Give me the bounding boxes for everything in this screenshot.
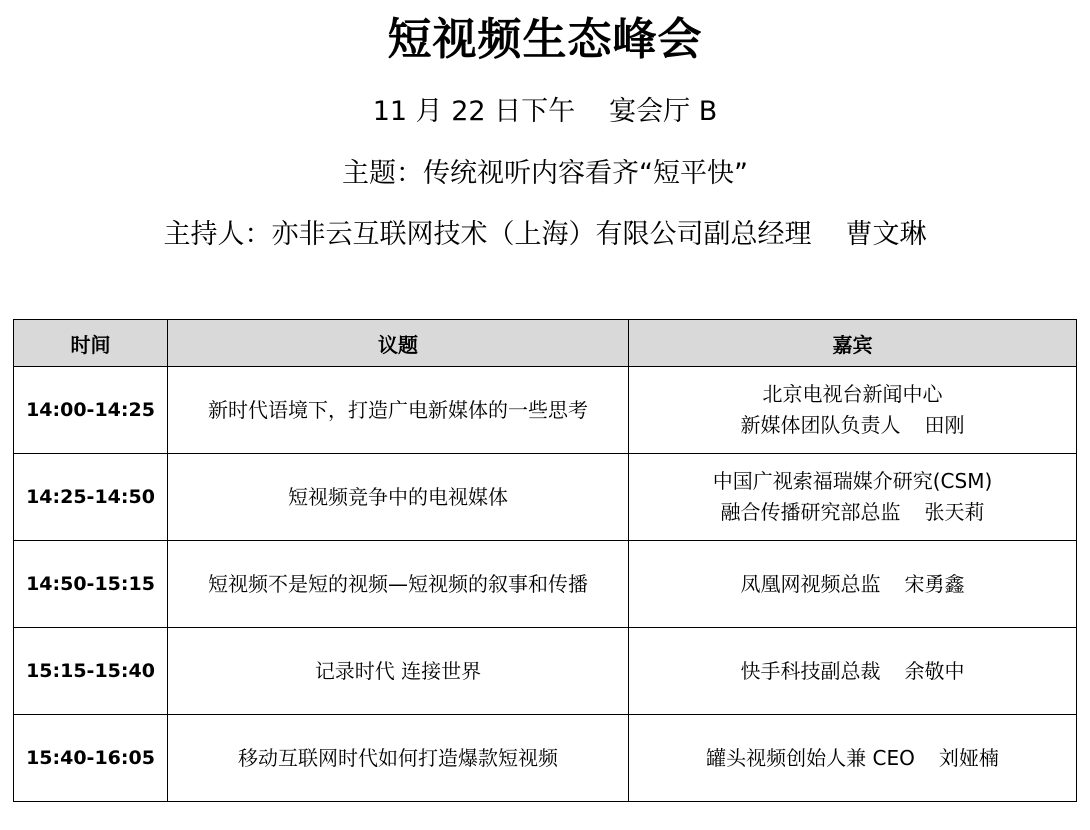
session-topic: 短视频竞争中的电视媒体 [168,454,629,541]
host-name: 曹文琳 [845,219,927,250]
guest-organization: 北京电视台新闻中心 [762,382,943,406]
guest-role-name [635,656,1070,687]
table-row [14,541,1077,628]
session-guest [629,367,1077,454]
date-venue-line [0,92,1090,132]
table-header-row [14,320,1077,367]
session-topic: 移动互联网时代如何打造爆款短视频 [168,715,629,802]
column-header-guest: 嘉宾 [629,320,1077,367]
guest-role: 快手科技副总裁 [740,658,881,683]
session-time: 14:25-14:50 [14,454,168,541]
session-guest [629,454,1077,541]
column-header-topic: 议题 [168,320,629,367]
guest-organization: 中国广视索福瑞媒介研究(CSM) [712,469,993,493]
theme-line: 主题：传统视听内容看齐“短平快” [342,158,748,189]
table-row [14,367,1077,454]
guest-role-name [635,497,1070,528]
session-guest [629,628,1077,715]
host-line [0,215,1090,255]
session-time: 15:15-15:40 [14,628,168,715]
session-time: 14:00-14:25 [14,367,168,454]
session-topic: 新时代语境下，打造广电新媒体的一些思考 [168,367,629,454]
guest-name: 田刚 [924,413,965,437]
guest-role: 罐头视频创始人兼 CEO [706,745,915,770]
session-guest [629,541,1077,628]
guest-role: 新媒体团队负责人 [740,413,901,437]
host-title: 主持人：亦非云互联网技术（上海）有限公司副总经理 [163,219,812,250]
session-guest [629,715,1077,802]
session-time: 14:50-15:15 [14,541,168,628]
table-row [14,454,1077,541]
guest-role-name [635,410,1070,441]
guest-name: 余敬中 [904,658,965,683]
guest-role-name [635,569,1070,600]
guest-role-name [635,743,1070,774]
session-time: 15:40-16:05 [14,715,168,802]
schedule-table [13,319,1077,802]
column-header-time: 时间 [14,320,168,367]
guest-name: 刘娅楠 [938,745,999,770]
table-row [14,715,1077,802]
event-venue: 宴会厅 B [609,96,718,127]
guest-role: 融合传播研究部总监 [720,500,901,524]
table-row [14,628,1077,715]
session-topic: 短视频不是短的视频—短视频的叙事和传播 [168,541,629,628]
guest-name: 张天莉 [924,500,985,524]
page-title: 短视频生态峰会 [387,14,703,65]
event-date: 11 月 22 日下午 [372,96,576,127]
session-topic: 记录时代 连接世界 [168,628,629,715]
guest-name: 宋勇鑫 [904,571,965,596]
guest-role: 凤凰网视频总监 [740,571,881,596]
